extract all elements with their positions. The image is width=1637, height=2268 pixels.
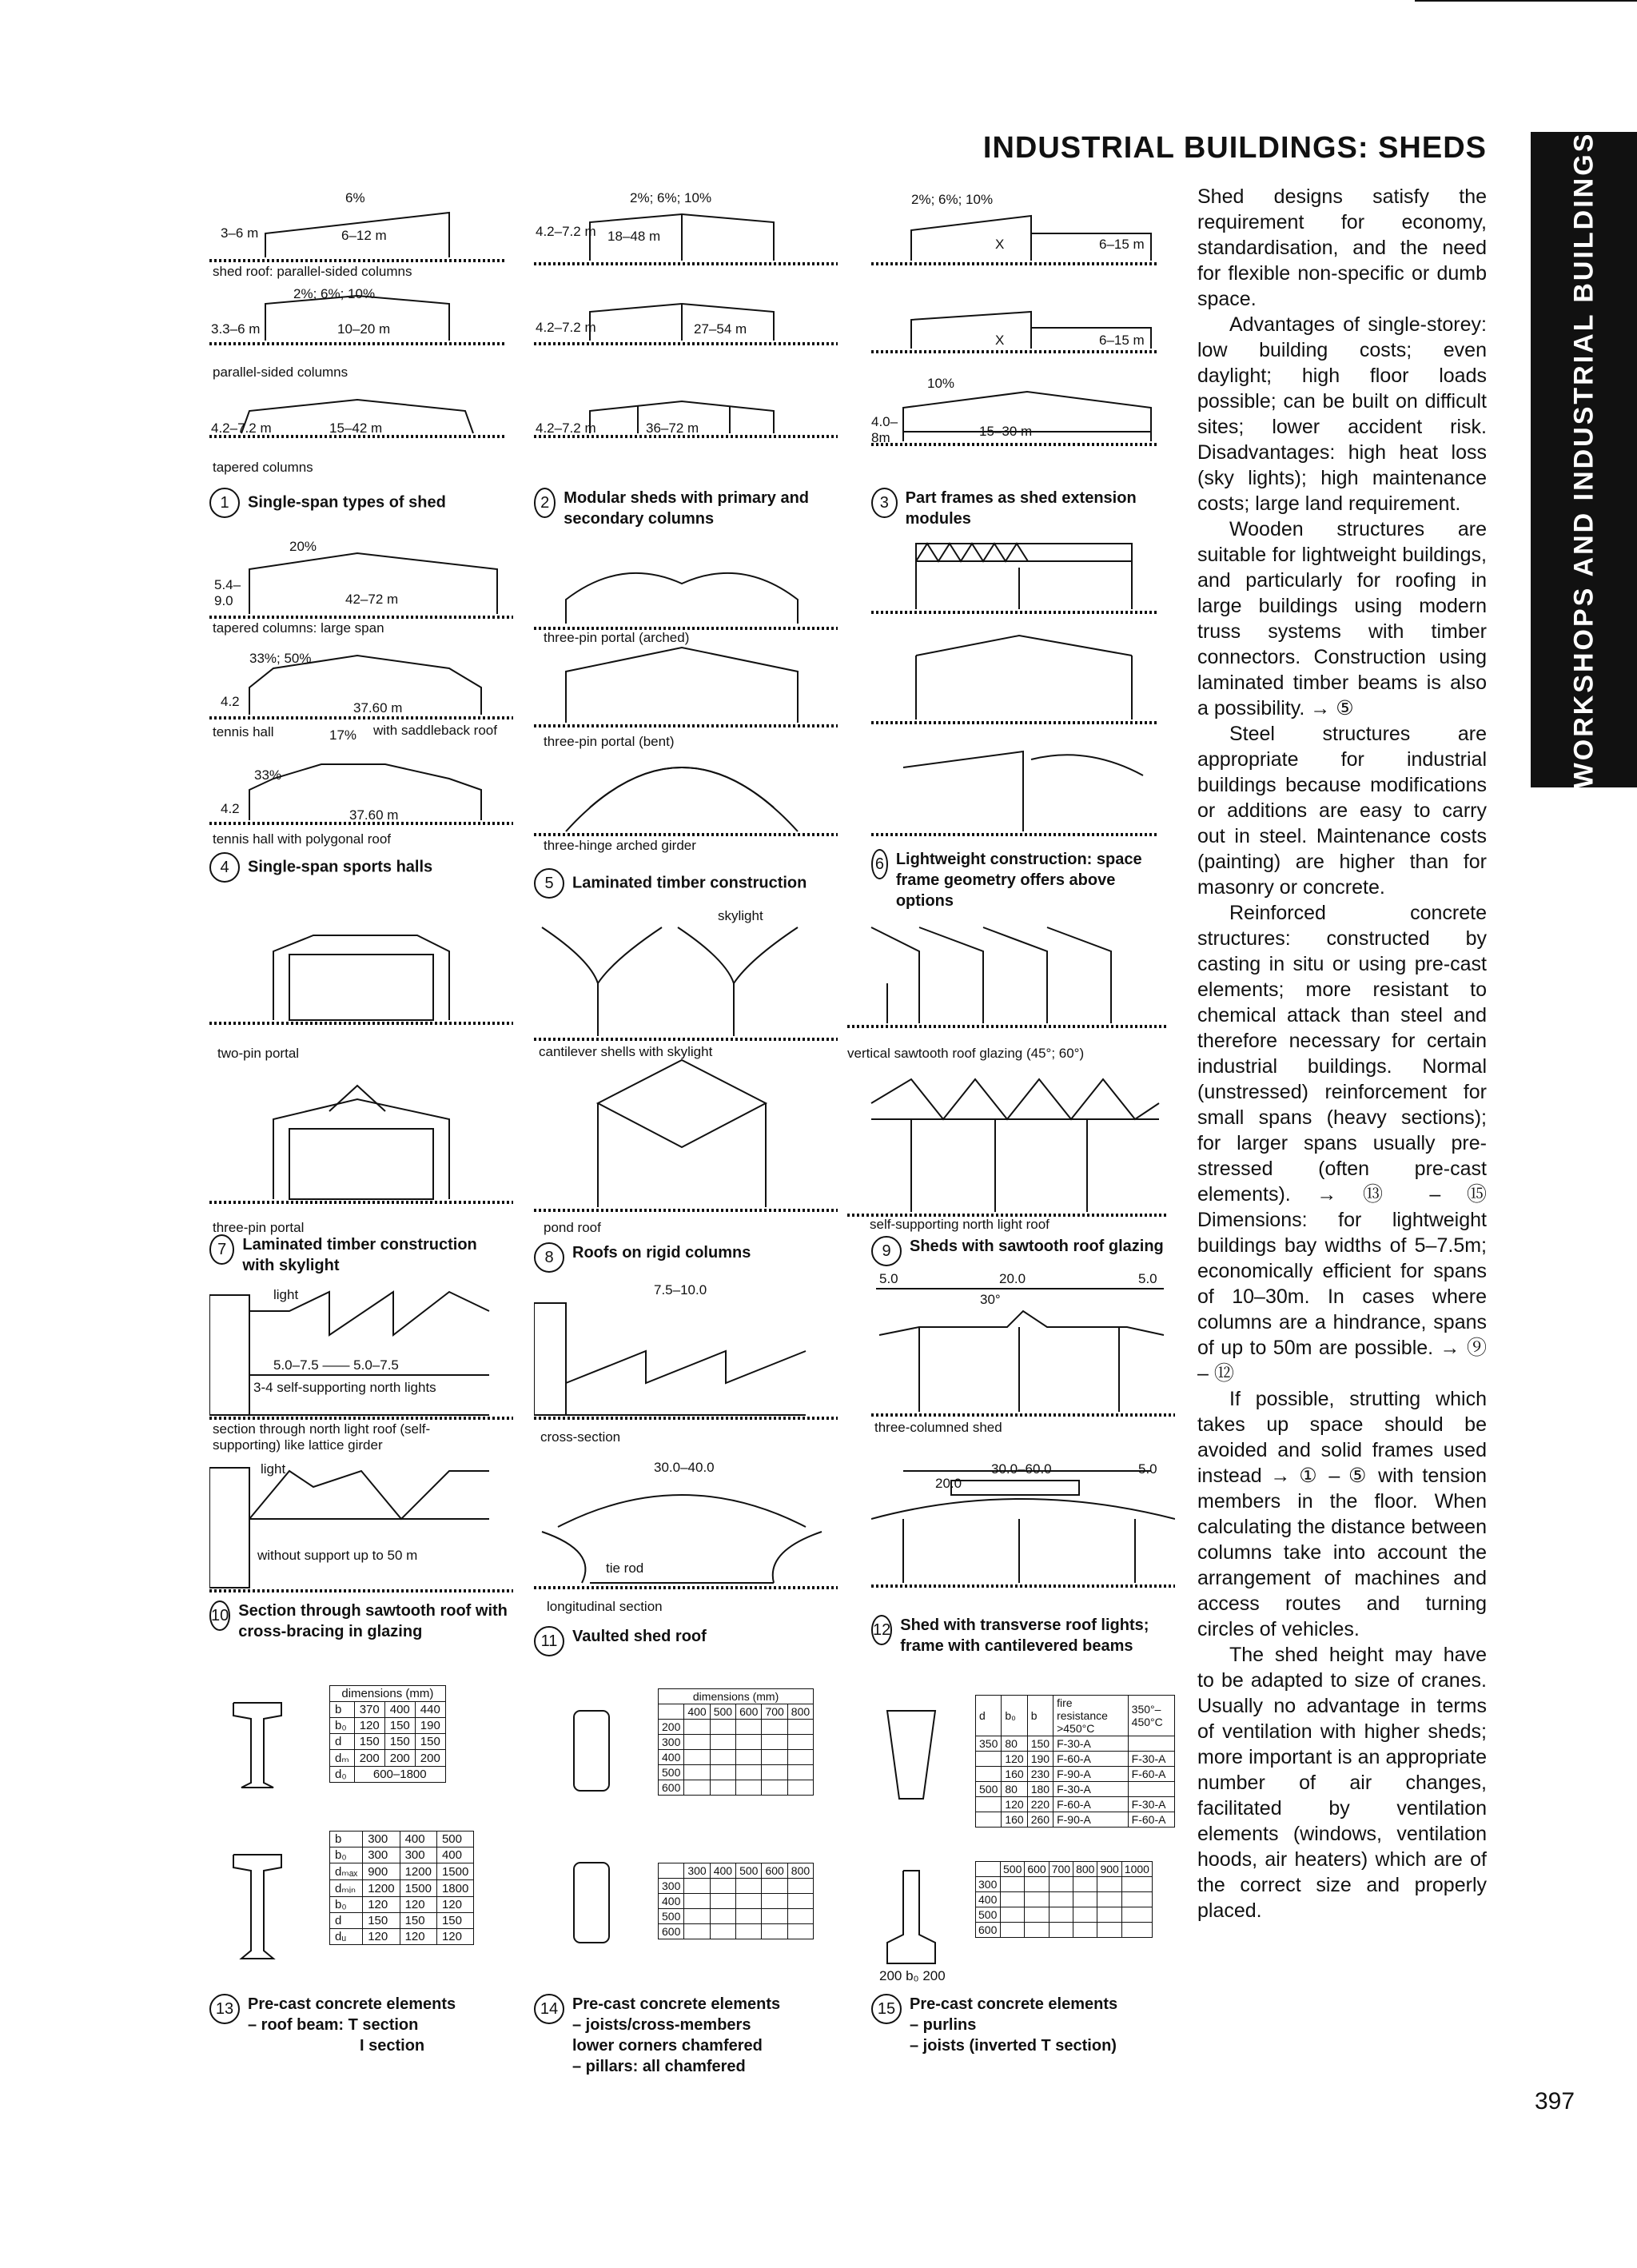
table-cell: 150 (415, 1734, 445, 1750)
sub-label: parallel-sided columns (213, 365, 349, 380)
table-cell: 370 (354, 1702, 384, 1718)
span-label: 15–30 m (979, 424, 1033, 439)
table-cell: d (330, 1734, 355, 1750)
span-label: 36–72 m (646, 421, 699, 436)
height-label: 3.3–6 m (211, 321, 261, 337)
caption-line: Pre-cast concrete elements (572, 1995, 781, 2013)
figure-1 (209, 184, 505, 520)
caption-text: Single-span types of shed (248, 493, 446, 512)
figure-13-drawing (209, 1679, 297, 1983)
sub-label: tapered columns (213, 460, 313, 475)
table-cell: 800 (787, 1704, 813, 1720)
table-cell: F-30-A (1128, 1797, 1174, 1812)
figure-caption (209, 1994, 513, 2056)
x-label: X (995, 333, 1005, 348)
table-cell: 400 (659, 1750, 684, 1765)
figure-caption (209, 852, 513, 883)
table-cell: 400 (976, 1892, 1001, 1907)
caption-line: – purlins (910, 2016, 977, 2034)
figure-6 (871, 536, 1159, 911)
paragraph: The shed height may have to be adapted to size of cranes. Usually no advantage in terms of ventilation with higher sheds; more important is an appropriate number of air changes, facilitated by ventilation elements (windows, ventilation hoods, air heaters) which are of the correct size and properly placed. (1197, 1644, 1487, 1922)
table-cell: 120 (400, 1929, 436, 1945)
table-header: dimensions (mm) (659, 1689, 814, 1704)
table-cell: b (330, 1832, 363, 1847)
table-cell: 230 (1027, 1767, 1053, 1782)
dim-label: 200 b₀ 200 (879, 1968, 946, 1983)
table-cell: 300 (363, 1832, 400, 1847)
side-tab (1531, 132, 1637, 787)
paragraph: Steel structures are appropriate for industrial buildings because modifications or additions are easy to carry out in steel. Maintenance costs (painting) are higher than for masonry or concrete. (1197, 723, 1487, 899)
caption-text: Shed with transverse roof lights; frame with cantilevered beams (900, 1616, 1149, 1655)
dim-label: 5.0 (1138, 1271, 1157, 1286)
table-cell: 800 (787, 1863, 813, 1879)
table-cell: 200 (659, 1720, 684, 1735)
height-label: 3–6 m (221, 225, 259, 241)
table-cell: 160 (1002, 1812, 1027, 1828)
table-cell: 500 (659, 1765, 684, 1780)
table-cell: 400 (384, 1702, 415, 1718)
table-cell: 400 (684, 1704, 710, 1720)
fire-resistance-table (975, 1695, 1175, 1828)
figure-number: 14 (534, 1994, 564, 2024)
span-label: 27–54 m (694, 321, 747, 337)
caption-text: Roofs on rigid columns (572, 1244, 751, 1262)
table-cell: 150 (384, 1734, 415, 1750)
height-label: 4.2–7.2 m (211, 421, 272, 436)
figure-14 (534, 1679, 838, 2111)
table-cell: 400 (436, 1847, 473, 1863)
dim-label: 20.0 (935, 1476, 962, 1491)
table-header: d (976, 1696, 1002, 1736)
figure-9 (847, 919, 1167, 1287)
table-cell: 1200 (363, 1880, 400, 1897)
dimension-table (658, 1863, 814, 1939)
figure-13 (209, 1679, 513, 2111)
sub-label: cantilever shells with skylight (539, 1044, 713, 1059)
table-cell: 200 (384, 1750, 415, 1767)
caption-line: I section (360, 2037, 425, 2055)
span-label: 42–72 m (345, 592, 399, 607)
table-cell: 180 (1027, 1782, 1053, 1797)
table-cell: 500 (436, 1832, 473, 1847)
sub-label: shed roof: parallel-sided columns (213, 264, 412, 279)
table-cell: 500 (976, 1782, 1002, 1797)
paragraph: Shed designs satisfy the requirement for economy, standardisation, and the need for flexible non-specific or dumb space. (1197, 185, 1487, 310)
dimension-table (658, 1688, 814, 1796)
table-cell: 300 (659, 1879, 684, 1894)
figure-3-drawing (871, 192, 1159, 464)
table-cell: 120 (354, 1718, 384, 1734)
table-cell: 1500 (400, 1880, 436, 1897)
table-cell: F-60-A (1053, 1752, 1129, 1767)
table-cell: 190 (415, 1718, 445, 1734)
caption-text: Single-span sports halls (248, 858, 433, 876)
table-cell: dₘ (330, 1750, 355, 1767)
slope-label: 20% (289, 539, 317, 554)
figure-number: 8 (534, 1242, 564, 1273)
table-cell: 400 (400, 1832, 436, 1847)
height-label: 4.2–7.2 m (536, 421, 596, 436)
span-label: 18–48 m (607, 229, 661, 244)
figure-7 (209, 919, 513, 1287)
sub-label: three-hinge arched girder (544, 838, 696, 853)
page-number: 397 (1535, 2088, 1575, 2115)
table-cell: 600 (1025, 1862, 1049, 1877)
table-header: b₀ (1002, 1696, 1027, 1736)
figure-5 (534, 552, 838, 903)
table-cell: 900 (363, 1863, 400, 1880)
figure-11-drawing (534, 1279, 838, 1623)
caption-line: lower corners chamfered (572, 2037, 763, 2055)
caption-line: – joists/cross-members (572, 2016, 751, 2034)
height-label: 4.2–7.2 m (536, 320, 596, 335)
sub-label: longitudinal section (547, 1599, 663, 1614)
table-header: b (1027, 1696, 1053, 1736)
table-cell: 300 (684, 1863, 710, 1879)
figure-number: 15 (871, 1994, 902, 2024)
table-cell: F-30-A (1128, 1752, 1174, 1767)
caption-text: Modular sheds with primary and secondary columns (564, 489, 810, 528)
figure-9-drawing (847, 919, 1167, 1223)
figure-caption (534, 1626, 838, 1656)
dimension-table (329, 1831, 474, 1945)
table-cell: 200 (354, 1750, 384, 1767)
note-label: without support up to 50 m (257, 1548, 418, 1563)
table-cell: 500 (736, 1863, 762, 1879)
ext-label: 6–15 m (1099, 333, 1145, 348)
slope-label: 2%; 6%; 10% (911, 192, 994, 207)
table-header: fire resistance >450°C (1053, 1696, 1129, 1736)
caption-text: Lightweight construction: space frame geometry offers above options (895, 851, 1142, 910)
figure-10 (209, 1287, 513, 1671)
caption-line: – pillars: all chamfered (572, 2058, 746, 2075)
table-cell: 600 (762, 1863, 787, 1879)
table-cell: 150 (354, 1734, 384, 1750)
x-label: X (995, 237, 1005, 252)
table-cell: 800 (1073, 1862, 1097, 1877)
sub-label: section through north light roof (self-supporting) like lattice girder (213, 1421, 431, 1453)
sub-label: tennis hall (213, 724, 274, 739)
figure-number: 1 (209, 488, 240, 518)
table-cell: F-60-A (1128, 1812, 1174, 1828)
table-cell: 700 (1049, 1862, 1073, 1877)
caption-text: Sheds with sawtooth roof glazing (910, 1238, 1164, 1255)
figure-14-drawing (534, 1679, 622, 1983)
slope-label: 6% (345, 190, 365, 205)
figure-number: 9 (871, 1236, 902, 1266)
sub-label: three-pin portal (bent) (544, 734, 675, 749)
table-cell: F-30-A (1053, 1782, 1129, 1797)
paragraph: Wooden structures are suitable for lightweight buildings, and particularly for roofing in large buildings using modern truss systems with timber connectors. Construction using laminated timber beams is also a possibility. → ⑤ (1197, 518, 1487, 719)
table-cell: 1000 (1121, 1862, 1152, 1877)
slope-label: 17% (329, 727, 357, 743)
figure-caption (209, 1234, 513, 1276)
figure-caption (871, 1994, 1175, 2056)
figure-caption (534, 488, 838, 529)
caption-text: Part frames as shed extension modules (905, 489, 1137, 528)
table-header: 350°–450°C (1128, 1696, 1174, 1736)
table-cell: 1800 (436, 1880, 473, 1897)
table-cell: 120 (400, 1897, 436, 1913)
sub-label: two-pin portal (217, 1046, 300, 1061)
dim-label: 20.0 (999, 1271, 1026, 1286)
figure-4 (209, 536, 513, 903)
body-text (1197, 184, 1487, 1923)
span-label: 30.0–40.0 (654, 1460, 715, 1475)
table-cell: 150 (384, 1718, 415, 1734)
caption-line: Pre-cast concrete elements (248, 1995, 456, 2013)
table-cell: d₀ (330, 1767, 355, 1783)
table-header: dimensions (mm) (330, 1686, 446, 1702)
table-cell: 150 (400, 1913, 436, 1929)
table-cell: 350 (976, 1736, 1002, 1752)
top-rule (1415, 0, 1637, 2)
table-cell: 400 (710, 1863, 735, 1879)
table-cell: 120 (436, 1929, 473, 1945)
dimension-table (975, 1861, 1153, 1938)
table-cell: F-90-A (1053, 1812, 1129, 1828)
height-label: 4.2 (221, 801, 240, 816)
figure-8-drawing (534, 903, 838, 1239)
table-cell: F-90-A (1053, 1767, 1129, 1782)
table-cell: 190 (1027, 1752, 1053, 1767)
table-cell: 120 (436, 1897, 473, 1913)
figure-number: 13 (209, 1994, 240, 2024)
figure-caption (871, 1615, 1175, 1656)
dim-label: 5.0 (1138, 1461, 1157, 1477)
table-cell: 300 (400, 1847, 436, 1863)
table-cell: F-30-A (1053, 1736, 1129, 1752)
table-cell: 120 (1002, 1752, 1027, 1767)
span-label: 7.5–10.0 (654, 1282, 707, 1297)
figure-number: 5 (534, 868, 564, 899)
table-cell: 150 (1027, 1736, 1053, 1752)
dimension-table (329, 1685, 446, 1783)
figure-caption (534, 1242, 838, 1273)
table-cell: 80 (1002, 1736, 1027, 1752)
sub-label: three-columned shed (874, 1420, 1002, 1435)
caption-text: Section through sawtooth roof with cross-bracing in glazing (238, 1602, 508, 1640)
sub-label: vertical sawtooth roof glazing (45°; 60°) (847, 1046, 1085, 1061)
table-cell: 400 (659, 1894, 684, 1909)
sub-label: self-supporting north light roof (870, 1217, 1050, 1232)
tie-label: tie rod (606, 1560, 644, 1576)
ext-label: 6–15 m (1099, 237, 1145, 252)
table-cell: dₘₐₓ (330, 1863, 363, 1880)
table-cell: 200 (415, 1750, 445, 1767)
height-label: 4.0–8m (871, 414, 898, 445)
table-cell: dₘᵢₙ (330, 1880, 363, 1897)
figure-number: 10 (209, 1600, 230, 1631)
skylight-label: skylight (718, 908, 763, 923)
caption-text: Laminated timber construction (572, 874, 807, 892)
figure-6-drawing (871, 536, 1159, 847)
table-cell: 500 (659, 1909, 684, 1924)
span-label: 30.0–60.0 (991, 1461, 1052, 1477)
span-label: 6–12 m (341, 228, 387, 243)
side-tab-label: WORKSHOPS AND INDUSTRIAL BUILDINGS (1568, 131, 1599, 788)
figure-caption (534, 868, 838, 899)
span-label: 37.60 m (353, 700, 403, 715)
table-cell: 150 (363, 1913, 400, 1929)
figure-caption (209, 488, 505, 518)
span-label: 37.60 m (349, 807, 399, 823)
table-cell: 700 (762, 1704, 787, 1720)
span-label: 15–42 m (329, 421, 383, 436)
table-cell: 120 (363, 1929, 400, 1945)
figure-number: 3 (871, 488, 898, 518)
table-cell: 900 (1097, 1862, 1121, 1877)
figure-12 (871, 1271, 1175, 1679)
table-cell: 600–1800 (354, 1767, 445, 1783)
figure-15 (871, 1679, 1175, 2111)
sub-label: pond roof (544, 1220, 601, 1235)
figure-caption (534, 1994, 838, 2077)
dim-label: 5.0 (879, 1271, 898, 1286)
table-cell: F-60-A (1128, 1767, 1174, 1782)
figure-number: 12 (871, 1615, 892, 1645)
figure-7-drawing (209, 919, 513, 1239)
paragraph: If possible, strutting which takes up space should be avoided and solid frames used instead → ① – ⑤ with tension members in the floor. When calculating the distance between columns take into account the arrangement of machines and access routes and turning circles of vehicles. (1197, 1388, 1487, 1640)
caption-line: Pre-cast concrete elements (910, 1995, 1118, 2013)
caption-line: – joists (inverted T section) (910, 2037, 1117, 2055)
span-label: 10–20 m (337, 321, 391, 337)
table-cell: b₀ (330, 1847, 363, 1863)
figure-number: 4 (209, 852, 240, 883)
table-cell: 120 (1002, 1797, 1027, 1812)
table-cell: 600 (659, 1924, 684, 1939)
paragraph: Advantages of single-storey: low building costs; even daylight; high floor loads possible; can be built on difficult sites; lower accident risk. Disadvantages: high heat loss (sky lights); high maintenance costs; large land requirement. (1197, 313, 1487, 515)
sub-label: three-pin portal (arched) (544, 630, 690, 645)
figure-11 (534, 1279, 838, 1663)
sub-label: tapered columns: large span (213, 620, 384, 636)
light-label: light (273, 1287, 299, 1302)
slope-label: 10% (927, 376, 955, 391)
slope-label: 33% (254, 767, 282, 783)
table-cell: 260 (1027, 1812, 1053, 1828)
note-label: with saddleback roof (373, 723, 497, 738)
slope-label: 33%; 50% (249, 651, 312, 666)
figure-2 (534, 184, 838, 536)
table-cell: b (330, 1702, 355, 1718)
figure-caption (871, 488, 1159, 529)
table-cell: 150 (436, 1913, 473, 1929)
figure-caption (871, 849, 1159, 911)
height-label: 4.2 (221, 694, 240, 709)
height-label: 5.4–9.0 (214, 577, 241, 608)
sub-label: three-pin portal (213, 1220, 305, 1235)
figure-caption (209, 1600, 513, 1642)
light-label: light (261, 1461, 286, 1477)
height-label: 4.2–7.2 m (536, 224, 596, 239)
table-cell: 440 (415, 1702, 445, 1718)
table-cell: 300 (659, 1735, 684, 1750)
figure-15-drawing (871, 1679, 959, 1983)
table-cell: b₀ (330, 1718, 355, 1734)
sub-label: cross-section (540, 1429, 621, 1445)
table-cell: d (330, 1913, 363, 1929)
table-cell: 600 (659, 1780, 684, 1796)
spans-label: 5.0–7.5 —— 5.0–7.5 (273, 1357, 399, 1373)
figure-number: 11 (534, 1626, 564, 1656)
table-cell: 120 (363, 1897, 400, 1913)
table-cell: dᵤ (330, 1929, 363, 1945)
table-cell: 80 (1002, 1782, 1027, 1797)
caption-line: – roof beam: T section (248, 2016, 419, 2034)
sub-label: tennis hall with polygonal roof (213, 831, 392, 847)
table-cell: 500 (710, 1704, 735, 1720)
note-label: 3-4 self-supporting north lights (253, 1380, 436, 1395)
figure-caption (871, 1236, 1167, 1266)
table-cell: 600 (976, 1923, 1001, 1938)
table-cell: 500 (976, 1907, 1001, 1923)
caption-text: Vaulted shed roof (572, 1628, 707, 1645)
figure-number: 2 (534, 488, 556, 518)
figure-12-drawing (871, 1279, 1175, 1615)
slope-label: 2%; 6%; 10% (293, 286, 376, 301)
figure-8 (534, 903, 838, 1271)
page-title: INDUSTRIAL BUILDINGS: SHEDS (982, 131, 1487, 165)
table-cell: 600 (736, 1704, 762, 1720)
table-cell: 160 (1002, 1767, 1027, 1782)
figure-3 (871, 192, 1159, 536)
angle-label: 30° (980, 1292, 1001, 1307)
table-cell: F-60-A (1053, 1797, 1129, 1812)
table-cell: 1200 (400, 1863, 436, 1880)
paragraph: Reinforced concrete structures: constructed by casting in situ or using pre-cast elements; more resistant to chemical attack than steel and therefore necessary for certain industrial buildings. Normal (unstressed) reinforcement for small spans (heavy sections); for larger spans usually pre-stressed (often pre-cast elements). → ⑬ – ⑮ Dimensions: for lightweight buildings bay widths of 5–7.5m; economically efficient for spans of 10–30m. In cases where columns are a hindrance, spans of up to 50m are possible. → ⑨ – ⑫ (1197, 902, 1487, 1385)
figure-number: 6 (871, 849, 888, 879)
figure-5-drawing (534, 552, 838, 855)
table-cell: 300 (976, 1877, 1001, 1892)
table-cell: 220 (1027, 1797, 1053, 1812)
table-cell: 300 (363, 1847, 400, 1863)
table-cell: 500 (1001, 1862, 1025, 1877)
table-cell: b₀ (330, 1897, 363, 1913)
slope-label: 2%; 6%; 10% (630, 190, 712, 205)
figure-number: 7 (209, 1234, 234, 1265)
table-cell: 1500 (436, 1863, 473, 1880)
caption-text: Laminated timber construction with skylight (242, 1236, 477, 1274)
